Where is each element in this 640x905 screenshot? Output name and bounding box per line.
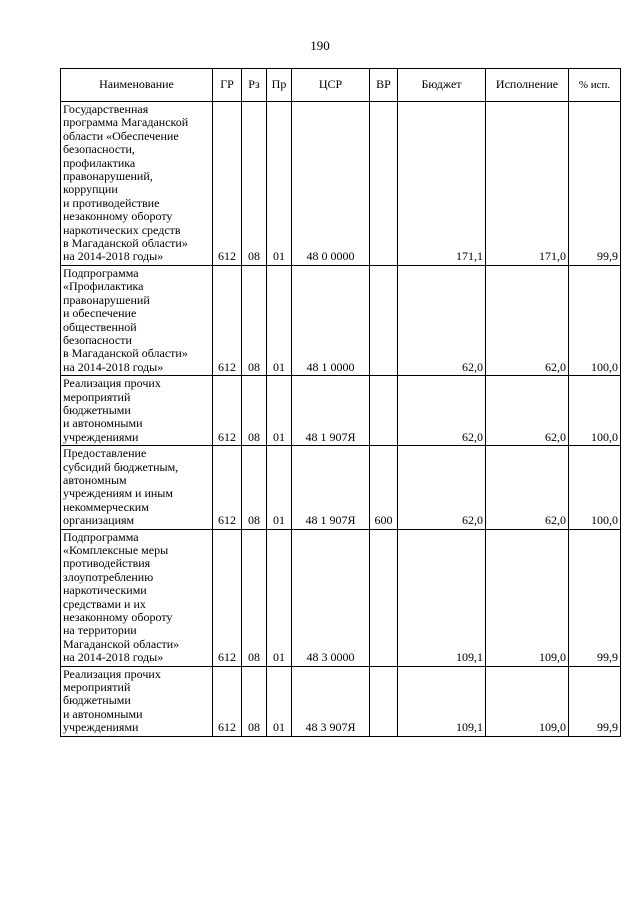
cell-pr: 01 [267, 529, 292, 666]
table-row [61, 529, 621, 666]
cell-name: Реализация прочих мероприятий бюджетными и автономными учреждениями [61, 376, 213, 446]
cell-name: Государственная программа Магаданской области «Обеспечение безопасности, профилактика правонарушений, коррупции и противодействие незаконному обороту наркотических средств в Магаданской области» на 2014-2018 годы» [61, 102, 213, 266]
cell-execution: 109,0 [486, 529, 569, 666]
cell-gr: 612 [213, 265, 242, 375]
cell-budget: 62,0 [398, 265, 486, 375]
cell-pct: 100,0 [569, 376, 621, 446]
cell-rz: 08 [242, 529, 267, 666]
cell-budget: 109,1 [398, 529, 486, 666]
cell-vr [370, 102, 398, 266]
header-vr: ВР [370, 69, 398, 102]
cell-gr: 612 [213, 666, 242, 736]
cell-vr: 600 [370, 446, 398, 529]
cell-gr: 612 [213, 529, 242, 666]
cell-execution: 109,0 [486, 666, 569, 736]
cell-rz: 08 [242, 265, 267, 375]
cell-execution: 171,0 [486, 102, 569, 266]
cell-rz: 08 [242, 376, 267, 446]
cell-execution: 62,0 [486, 265, 569, 375]
cell-csr: 48 3 0000 [292, 529, 370, 666]
cell-gr: 612 [213, 102, 242, 266]
cell-rz: 08 [242, 102, 267, 266]
cell-gr: 612 [213, 446, 242, 529]
cell-csr: 48 0 0000 [292, 102, 370, 266]
cell-pr: 01 [267, 102, 292, 266]
header-name: Наименование [61, 69, 213, 102]
header-budget: Бюджет [398, 69, 486, 102]
cell-csr: 48 3 907Я [292, 666, 370, 736]
header-pr: Пр [267, 69, 292, 102]
cell-execution: 62,0 [486, 376, 569, 446]
cell-execution: 62,0 [486, 446, 569, 529]
cell-csr: 48 1 0000 [292, 265, 370, 375]
cell-pr: 01 [267, 265, 292, 375]
cell-name: Предоставление субсидий бюджетным, автономным учреждениям и иным некоммерческим организациям [61, 446, 213, 529]
cell-name: Реализация прочих мероприятий бюджетными и автономными учреждениями [61, 666, 213, 736]
cell-pr: 01 [267, 376, 292, 446]
table-body [61, 102, 621, 737]
cell-pct: 99,9 [569, 666, 621, 736]
cell-pr: 01 [267, 446, 292, 529]
cell-vr [370, 376, 398, 446]
header-gr: ГР [213, 69, 242, 102]
cell-vr [370, 265, 398, 375]
cell-rz: 08 [242, 666, 267, 736]
table-row [61, 446, 621, 529]
page-number: 190 [310, 38, 330, 53]
cell-pct: 99,9 [569, 102, 621, 266]
cell-pct: 99,9 [569, 529, 621, 666]
table-row [61, 666, 621, 736]
cell-name: Подпрограмма «Комплексные меры противодействия злоупотреблению наркотическими средствами и их незаконному обороту на территории Магаданской области» на 2014-2018 годы» [61, 529, 213, 666]
header-execution: Исполнение [486, 69, 569, 102]
cell-budget: 171,1 [398, 102, 486, 266]
cell-pct: 100,0 [569, 265, 621, 375]
table-row [61, 265, 621, 375]
cell-csr: 48 1 907Я [292, 446, 370, 529]
cell-name: Подпрограмма «Профилактика правонарушений и обеспечение общественной безопасности в Магаданской области» на 2014-2018 годы» [61, 265, 213, 375]
cell-csr: 48 1 907Я [292, 376, 370, 446]
cell-vr [370, 529, 398, 666]
table-row [61, 102, 621, 266]
cell-rz: 08 [242, 446, 267, 529]
cell-gr: 612 [213, 376, 242, 446]
cell-pr: 01 [267, 666, 292, 736]
cell-budget: 62,0 [398, 376, 486, 446]
table-header-row [61, 69, 621, 102]
cell-pct: 100,0 [569, 446, 621, 529]
cell-vr [370, 666, 398, 736]
cell-budget: 62,0 [398, 446, 486, 529]
table-row [61, 376, 621, 446]
header-rz: Рз [242, 69, 267, 102]
header-pct: % исп. [569, 69, 621, 102]
budget-table [60, 68, 621, 737]
header-csr: ЦСР [292, 69, 370, 102]
cell-budget: 109,1 [398, 666, 486, 736]
